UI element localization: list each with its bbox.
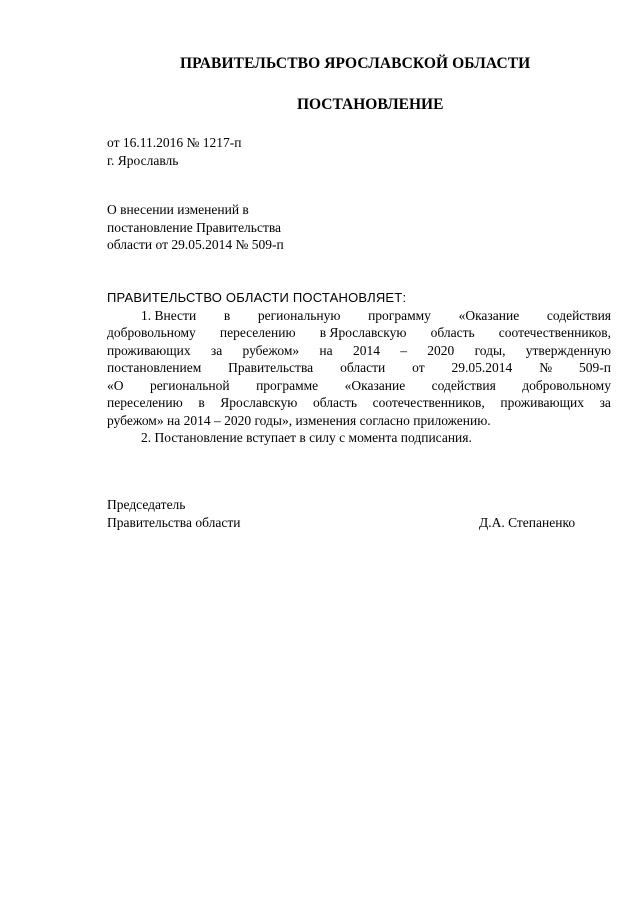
decree-body bbox=[107, 289, 611, 447]
subject-line: области от 29.05.2014 № 509-п bbox=[107, 237, 284, 252]
decree-item-2: 2. Постановление вступает в силу с момента подписания. bbox=[141, 430, 472, 445]
signature-position-line: Правительства области bbox=[107, 514, 241, 530]
city: г. Ярославль bbox=[107, 152, 179, 168]
signature-position-line: Председатель bbox=[107, 497, 186, 512]
decree-item-1 bbox=[107, 307, 611, 430]
item1-line: переселению в Ярославскую область соотечественников, проживающих за bbox=[107, 395, 611, 410]
item1-line: рубежом» на 2014 – 2020 годы», изменения согласно приложению. bbox=[107, 412, 491, 428]
document-type-title: ПОСТАНОВЛЕНИЕ bbox=[297, 96, 444, 113]
item1-line: проживающих за рубежом» на 2014 – 2020 годы, утвержденную bbox=[107, 342, 611, 358]
date-number-block bbox=[107, 134, 241, 169]
item1-line: добровольному переселению в Ярославскую область соотечественников, bbox=[107, 325, 611, 340]
date-number: от 16.11.2016 № 1217-п bbox=[107, 135, 242, 150]
subject-block bbox=[107, 201, 327, 254]
signer-name: Д.А. Степаненко bbox=[479, 515, 576, 530]
item1-line: 1. Внести в региональную программу «Оказание содействия bbox=[141, 307, 611, 323]
item1-line: постановлением Правительства области от 29.05.2014 № 509-п bbox=[107, 360, 611, 375]
subject-line: О внесении изменений в bbox=[107, 202, 249, 217]
item1-line: «О региональной программе «Оказание содействия добровольному bbox=[107, 377, 611, 393]
subject-line: постановление Правительства bbox=[107, 219, 282, 235]
organization-title: ПРАВИТЕЛЬСТВО ЯРОСЛАВСКОЙ ОБЛАСТИ bbox=[180, 55, 531, 72]
decree-intro: ПРАВИТЕЛЬСТВО ОБЛАСТИ ПОСТАНОВЛЯЕТ: bbox=[107, 290, 407, 305]
